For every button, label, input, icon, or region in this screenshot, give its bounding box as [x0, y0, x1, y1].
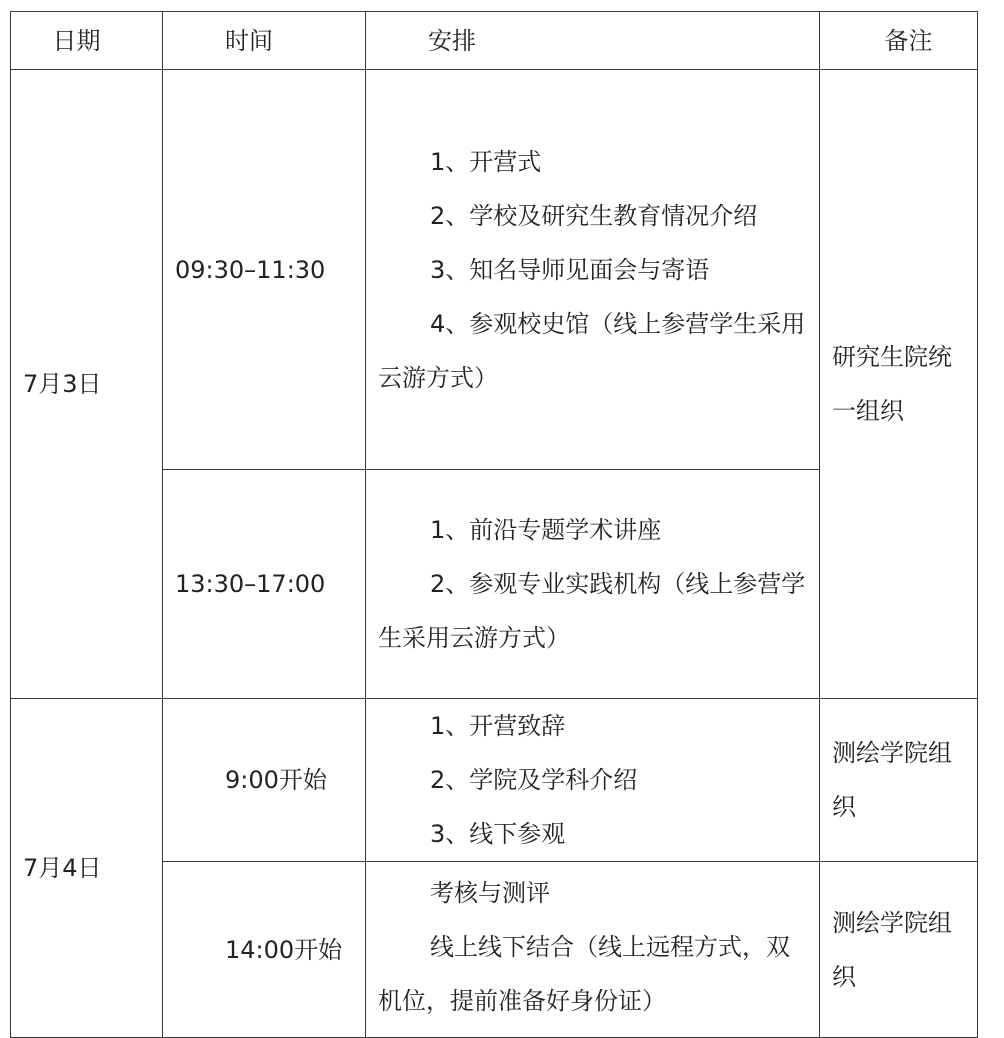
plan-cell: [366, 862, 820, 1038]
table-row: [11, 699, 978, 862]
plan-item: 1、开营致辞: [430, 712, 566, 740]
note-text: 测绘学院组织: [832, 908, 952, 991]
time-cell: 9:00开始: [163, 699, 366, 862]
plan-item: 考核与测评: [430, 878, 550, 907]
note-cell: [820, 699, 978, 862]
plan-item: 3、知名导师见面会与寄语: [430, 255, 710, 284]
note-cell: [820, 862, 978, 1038]
header-note: 备注: [820, 12, 978, 70]
plan-item: 1、开营式: [430, 147, 542, 176]
schedule-table: [10, 11, 978, 1038]
plan-item: 3、线下参观: [430, 820, 566, 848]
header-date: 日期: [11, 12, 163, 70]
schedule-sheet: [10, 11, 978, 1038]
plan-item: 2、参观专业实践机构（线上参营学生采用云游方式）: [378, 570, 806, 652]
plan-cell: [366, 70, 820, 470]
plan-item: 2、学院及学科介绍: [430, 766, 638, 794]
header-plan: 安排: [366, 12, 820, 70]
note-cell: [820, 70, 978, 699]
table-row: [11, 70, 978, 470]
plan-item: 2、学校及研究生教育情况介绍: [430, 201, 758, 230]
plan-cell: [366, 470, 820, 699]
plan-cell: [366, 699, 820, 862]
plan-item: 4、参观校史馆（线上参营学生采用云游方式）: [378, 309, 806, 392]
note-text: 测绘学院组织: [832, 739, 952, 821]
time-cell: 09:30–11:30: [163, 70, 366, 470]
note-text: 研究生院统一组织: [832, 343, 952, 425]
plan-item: 线上线下结合（线上远程方式，双机位，提前准备好身份证）: [378, 932, 790, 1015]
header-time: 时间: [163, 12, 366, 70]
date-cell: 7月3日: [11, 70, 163, 699]
time-cell: 13:30–17:00: [163, 470, 366, 699]
header-row: [11, 12, 978, 70]
plan-item: 1、前沿专题学术讲座: [430, 516, 662, 544]
date-cell: 7月4日: [11, 699, 163, 1038]
time-cell: 14:00开始: [163, 862, 366, 1038]
